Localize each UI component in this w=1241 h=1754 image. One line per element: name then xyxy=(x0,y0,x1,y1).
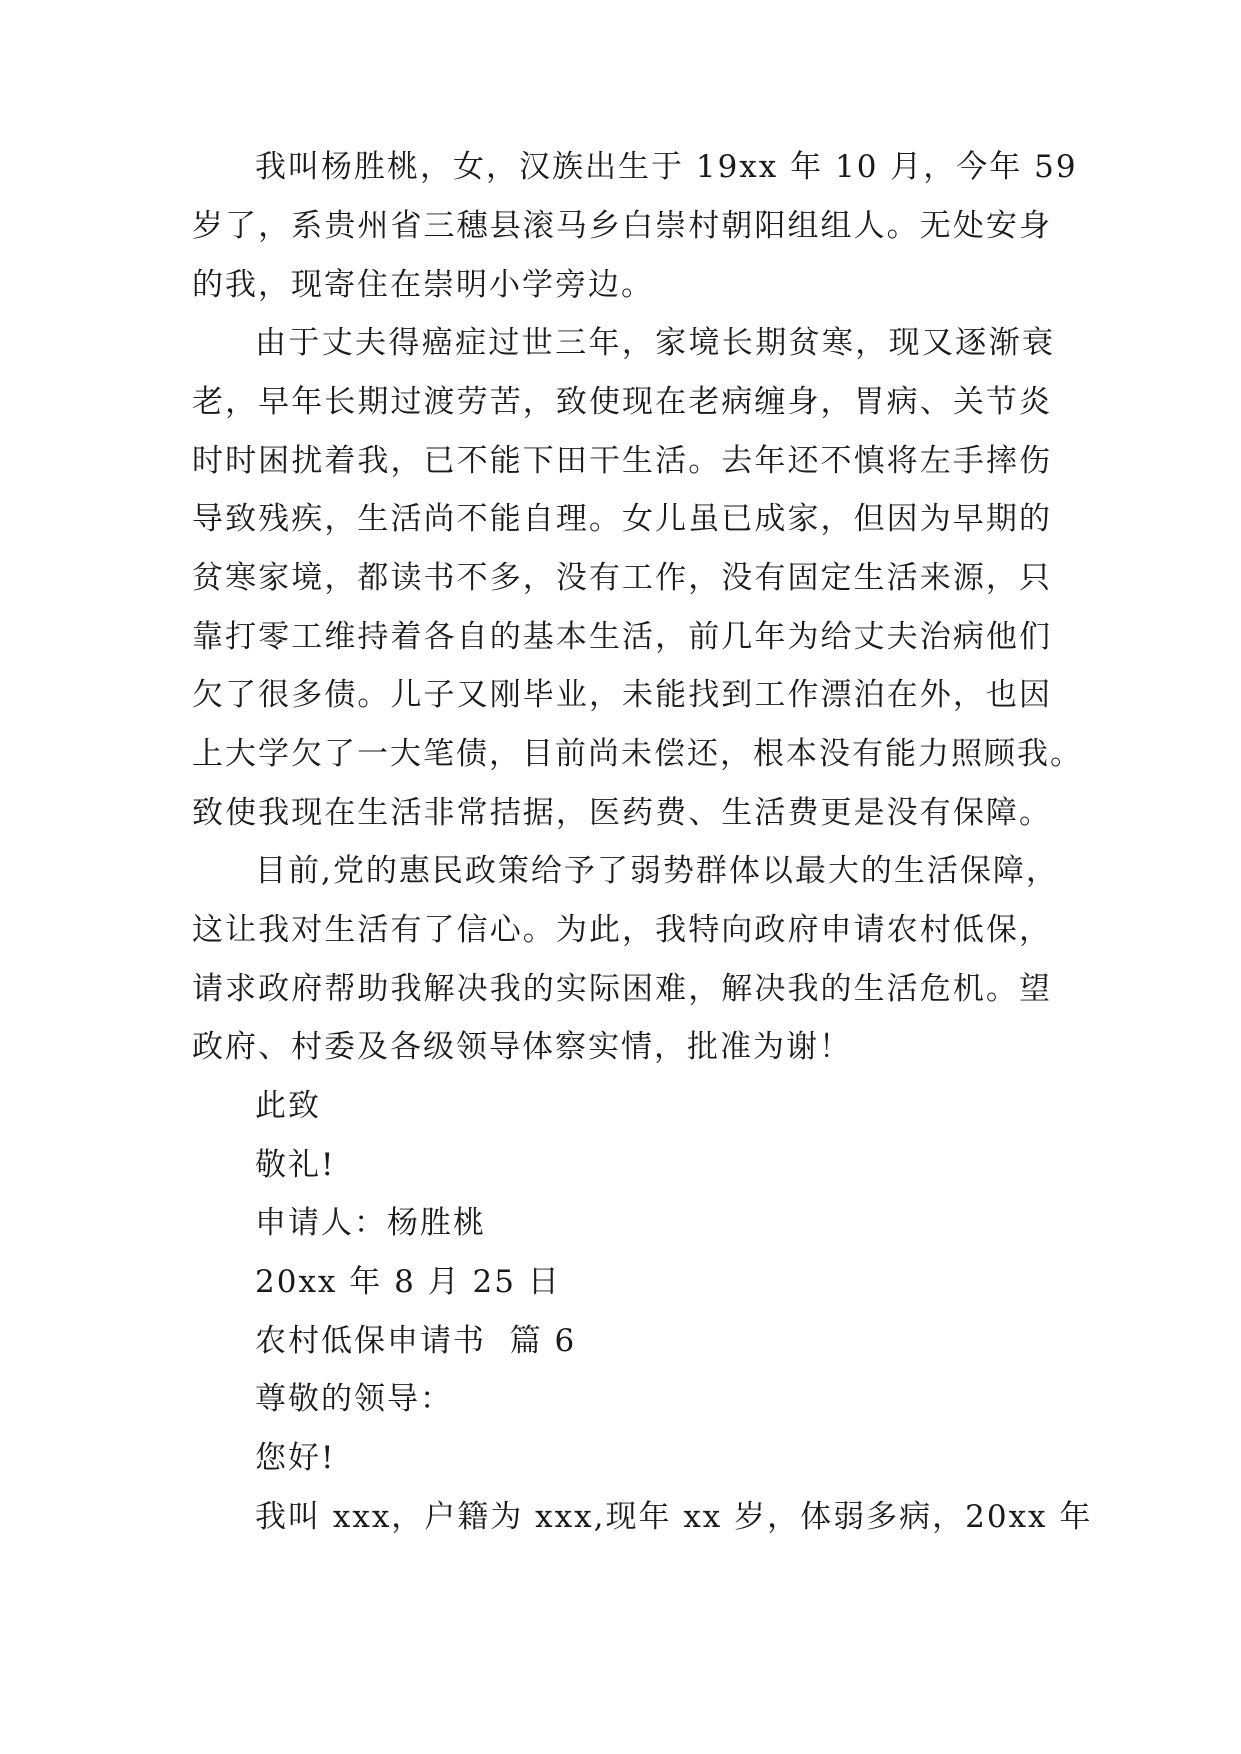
paragraph-3-line-2: 这让我对生活有了信心。为此，我特向政府申请农村低保， xyxy=(192,912,1052,948)
paragraph-3-line-3: 请求政府帮助我解决我的实际困难，解决我的生活危机。望 xyxy=(192,971,1052,1007)
paragraph-2-line-6: 靠打零工维持着各自的基本生活，前几年为给丈夫治病他们 xyxy=(192,619,1052,655)
paragraph-3-line-1: 目前,党的惠民政策给予了弱势群体以最大的生活保障， xyxy=(255,853,1059,889)
greeting: 您好! xyxy=(255,1440,336,1476)
closing-line-1: 此致 xyxy=(255,1088,321,1124)
closing-line-2: 敬礼! xyxy=(255,1147,336,1183)
paragraph-2-line-9: 致使我现在生活非常拮据，医药费、生活费更是没有保障。 xyxy=(192,795,1052,831)
paragraph-1-line-3: 的我，现寄住在崇明小学旁边。 xyxy=(192,267,654,303)
paragraph-1-line-2: 岁了，系贵州省三穗县滚马乡白崇村朝阳组组人。无处安身 xyxy=(192,208,1052,244)
paragraph-2-line-2: 老，早年长期过渡劳苦，致使现在老病缠身，胃病、关节炎 xyxy=(192,384,1052,420)
applicant-signature: 申请人：杨胜桃 xyxy=(255,1205,486,1241)
paragraph-2-line-7: 欠了很多债。儿子又刚毕业，未能找到工作漂泊在外，也因 xyxy=(192,677,1052,713)
section-title: 农村低保申请书 篇 6 xyxy=(255,1323,577,1359)
next-paragraph-line-1: 我叫 xxx，户籍为 xxx,现年 xx 岁，体弱多病，20xx 年 xyxy=(255,1499,1093,1535)
application-date: 20xx 年 8 月 25 日 xyxy=(255,1264,561,1300)
paragraph-2-line-5: 贫寒家境，都读书不多，没有工作，没有固定生活来源，只 xyxy=(192,560,1052,596)
paragraph-2-line-1: 由于丈夫得癌症过世三年，家境长期贫寒，现又逐渐衰 xyxy=(255,325,1055,361)
paragraph-3-line-4: 政府、村委及各级领导体察实情，批准为谢！ xyxy=(192,1029,852,1065)
paragraph-2-line-8: 上大学欠了一大笔债，目前尚未偿还，根本没有能力照顾我。 xyxy=(192,736,1083,772)
paragraph-2-line-4: 导致残疾，生活尚不能自理。女儿虽已成家，但因为早期的 xyxy=(192,501,1052,537)
paragraph-2-line-3: 时时困扰着我，已不能下田干生活。去年还不慎将左手摔伤 xyxy=(192,443,1052,479)
salutation: 尊敬的领导： xyxy=(255,1381,453,1417)
paragraph-1-line-1: 我叫杨胜桃，女，汉族出生于 19xx 年 10 月，今年 59 xyxy=(255,149,1078,185)
